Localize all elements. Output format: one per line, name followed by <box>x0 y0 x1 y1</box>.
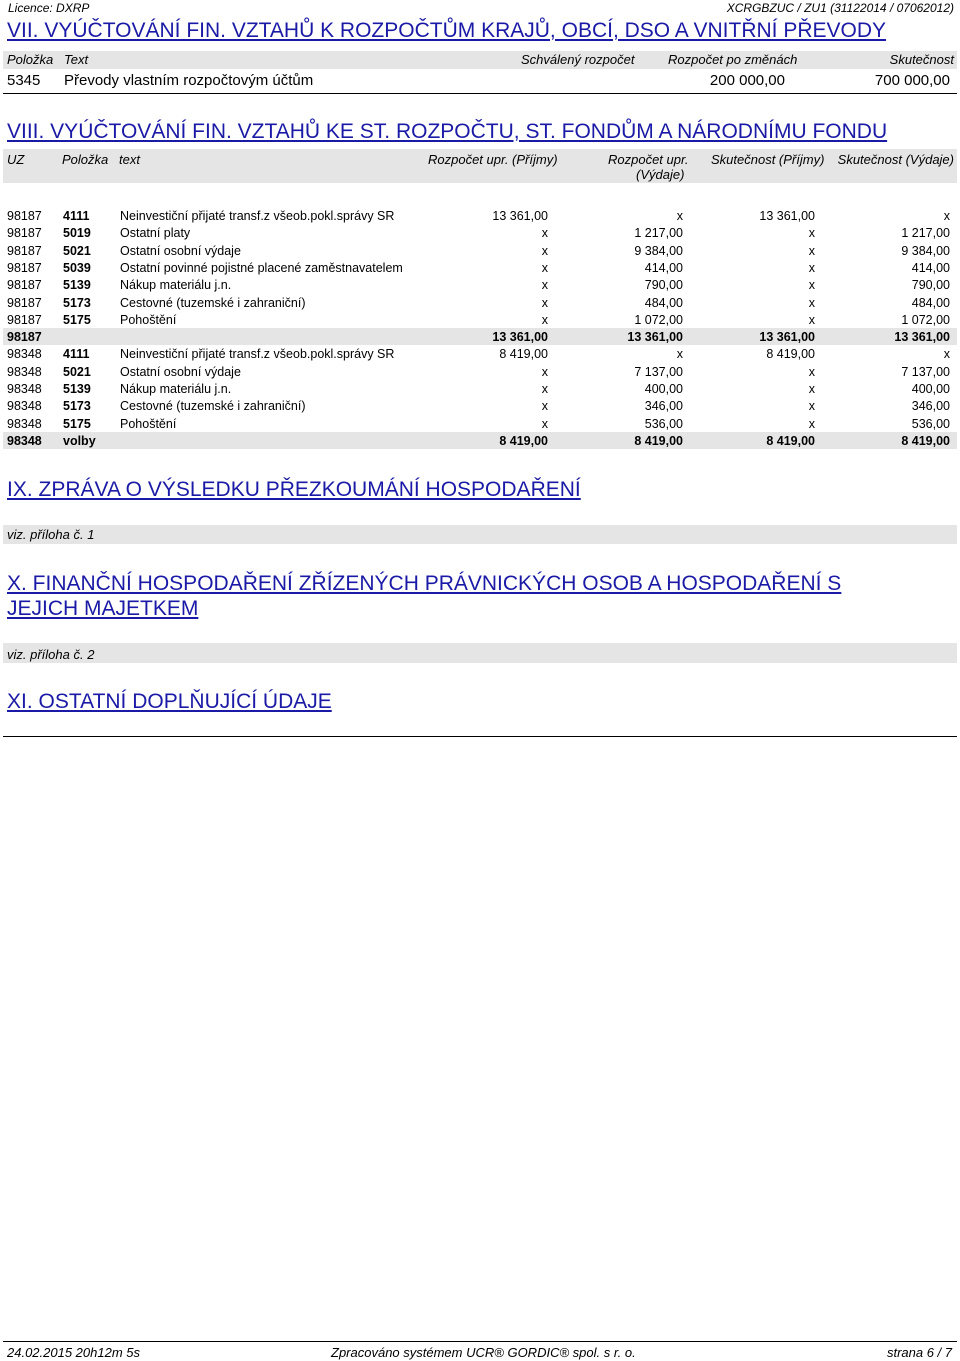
cell-skutecnost-prijmy: x <box>808 278 815 293</box>
col-schvaleny-rozpocet: Schválený rozpočet <box>521 52 635 67</box>
cell-skutecnost-prijmy: 8 419,00 <box>766 433 815 448</box>
document-reference: XCRGBZUC / ZU1 (31122014 / 07062012) <box>726 1 954 15</box>
cell-skutecnost-vydaje: 484,00 <box>911 295 950 310</box>
footer-date: 24.02.2015 20h12m 5s <box>7 1345 140 1360</box>
cell-skutecnost-prijmy: 13 361,00 <box>759 330 815 345</box>
row-skutecnost: 700 000,00 <box>874 72 950 89</box>
row-polozka: 5345 <box>7 72 41 89</box>
cell-skutecnost-vydaje: 9 384,00 <box>901 243 950 258</box>
cell-skutecnost-prijmy: x <box>808 295 815 310</box>
cell-rozpocet-vydaje: 1 217,00 <box>634 226 683 241</box>
cell-rozpocet-prijmy: x <box>541 416 548 431</box>
cell-rozpocet-vydaje: 400,00 <box>644 382 683 396</box>
section-ix-title: IX. ZPRÁVA O VÝSLEDKU PŘEZKOUMÁNÍ HOSPODAŘENÍ <box>7 478 581 501</box>
cell-rozpocet-prijmy: 8 419,00 <box>499 347 548 362</box>
section-ix-note-bar <box>3 525 957 544</box>
cell-text: Nákup materiálu j.n. <box>120 382 232 396</box>
cell-rozpocet-prijmy: x <box>541 382 548 396</box>
cell-polozka: 5019 <box>63 226 91 241</box>
cell-polozka: 5021 <box>63 364 91 379</box>
cell-text: Ostatní platy <box>120 226 191 241</box>
cell-skutecnost-vydaje: 1 072,00 <box>901 312 950 327</box>
cell-uz: 98187 <box>7 209 42 223</box>
cell-uz: 98187 <box>7 260 42 275</box>
cell-skutecnost-prijmy: x <box>808 312 815 327</box>
section-viii-title: VIII. VYÚČTOVÁNÍ FIN. VZTAHŮ KE ST. ROZPOČTU, ST. FONDŮM A NÁRODNÍMU FONDU <box>7 120 888 143</box>
section-xi-title: XI. OSTATNÍ DOPLŇUJÍCÍ ÚDAJE <box>7 690 332 713</box>
cell-uz: 98187 <box>7 295 42 310</box>
cell-rozpocet-vydaje: 7 137,00 <box>634 364 683 379</box>
cell-skutecnost-prijmy: x <box>808 399 815 414</box>
licence-label: Licence: DXRP <box>8 1 90 15</box>
cell-rozpocet-prijmy: x <box>541 312 548 327</box>
cell-polozka: 5175 <box>63 416 91 431</box>
cell-rozpocet-prijmy: 13 361,00 <box>492 209 548 223</box>
cell-skutecnost-vydaje: 7 137,00 <box>901 364 950 379</box>
cell-uz: 98187 <box>7 278 42 293</box>
cell-rozpocet-prijmy: x <box>541 295 548 310</box>
cell-rozpocet-prijmy: 8 419,00 <box>499 433 548 448</box>
footer-page-number: strana 6 / 7 <box>886 1345 952 1360</box>
cell-rozpocet-vydaje: x <box>676 347 683 362</box>
cell-skutecnost-vydaje: 346,00 <box>911 399 950 414</box>
col-rozpocet-prijmy: Rozpočet upr. (Příjmy) <box>428 152 558 167</box>
cell-text: Neinvestiční přijaté transf.z všeob.pokl.správy SR <box>120 347 395 362</box>
cell-skutecnost-vydaje: 790,00 <box>911 278 950 293</box>
col-polozka: Položka <box>62 152 109 167</box>
cell-skutecnost-prijmy: 8 419,00 <box>766 347 815 362</box>
cell-uz: 98348 <box>7 382 42 396</box>
cell-rozpocet-vydaje: 414,00 <box>644 260 683 275</box>
cell-text: Cestovné (tuzemské i zahraniční) <box>120 295 306 310</box>
cell-skutecnost-vydaje: 414,00 <box>911 260 950 275</box>
cell-rozpocet-vydaje: 790,00 <box>644 278 683 293</box>
cell-skutecnost-prijmy: x <box>808 260 815 275</box>
col-rozpocet-vydaje: Rozpočet upr. <box>608 152 689 167</box>
footer-rule <box>3 1341 957 1342</box>
cell-uz: 98348 <box>7 433 42 448</box>
cell-skutecnost-vydaje: x <box>943 209 950 223</box>
cell-text: Ostatní osobní výdaje <box>120 243 241 258</box>
cell-uz: 98187 <box>7 330 42 345</box>
cell-text: Ostatní povinné pojistné placené zaměstnavatelem <box>120 260 403 275</box>
cell-polozka: 5175 <box>63 312 91 327</box>
cell-skutecnost-prijmy: x <box>808 416 815 431</box>
cell-rozpocet-prijmy: x <box>541 399 548 414</box>
col-polozka: Položka <box>7 52 54 67</box>
cell-skutecnost-vydaje: x <box>943 347 950 362</box>
cell-text: Pohoštění <box>120 312 177 327</box>
cell-text: Neinvestiční přijaté transf.z všeob.pokl.správy SR <box>120 209 395 223</box>
row-rozpocet-po-zmenach: 200 000,00 <box>709 72 785 89</box>
cell-rozpocet-prijmy: 13 361,00 <box>492 330 548 345</box>
row-text: Převody vlastním rozpočtovým účtům <box>64 72 314 89</box>
cell-rozpocet-vydaje: 9 384,00 <box>634 243 683 258</box>
cell-rozpocet-prijmy: x <box>541 278 548 293</box>
cell-rozpocet-vydaje: x <box>676 209 683 223</box>
cell-text: Ostatní osobní výdaje <box>120 364 241 379</box>
cell-skutecnost-prijmy: 13 361,00 <box>759 209 815 223</box>
section-x-title-line2: JEJICH MAJETKEM <box>7 597 199 620</box>
section-x-title-line1: X. FINANČNÍ HOSPODAŘENÍ ZŘÍZENÝCH PRÁVNICKÝCH OSOB A HOSPODAŘENÍ S <box>7 572 842 595</box>
cell-text: Nákup materiálu j.n. <box>120 278 232 293</box>
section-vii-title: VII. VYÚČTOVÁNÍ FIN. VZTAHŮ K ROZPOČTŮM KRAJŮ, OBCÍ, DSO A VNITŘNÍ PŘEVODY <box>7 19 887 42</box>
cell-polozka: volby <box>63 433 96 448</box>
footer-system: Zpracováno systémem UCR® GORDIC® spol. s r. o. <box>331 1345 636 1360</box>
cell-rozpocet-vydaje: 346,00 <box>644 399 683 414</box>
cell-uz: 98348 <box>7 399 42 414</box>
section-ix-note: viz. příloha č. 1 <box>7 527 95 542</box>
col-skutecnost-prijmy: Skutečnost (Příjmy) <box>711 152 825 167</box>
cell-rozpocet-vydaje: 536,00 <box>644 416 683 431</box>
cell-rozpocet-vydaje: 484,00 <box>644 295 683 310</box>
cell-skutecnost-vydaje: 1 217,00 <box>901 226 950 241</box>
cell-skutecnost-vydaje: 400,00 <box>911 382 950 396</box>
cell-uz: 98187 <box>7 312 42 327</box>
cell-skutecnost-prijmy: x <box>808 382 815 396</box>
section-x-note-bar <box>3 643 957 663</box>
cell-skutecnost-prijmy: x <box>808 226 815 241</box>
cell-rozpocet-vydaje: 8 419,00 <box>634 433 683 448</box>
cell-polozka: 5173 <box>63 295 91 310</box>
section-x-note: viz. příloha č. 2 <box>7 647 95 662</box>
cell-uz: 98187 <box>7 226 42 241</box>
col-skutecnost-vydaje: Skutečnost (Výdaje) <box>837 152 954 167</box>
cell-polozka: 4111 <box>63 347 90 362</box>
cell-skutecnost-vydaje: 536,00 <box>911 416 950 431</box>
col-text: text <box>119 152 140 167</box>
cell-skutecnost-prijmy: x <box>808 364 815 379</box>
cell-rozpocet-prijmy: x <box>541 364 548 379</box>
cell-uz: 98348 <box>7 364 42 379</box>
cell-rozpocet-prijmy: x <box>541 243 548 258</box>
section-vii-rule <box>3 93 957 94</box>
col-uz: UZ <box>7 152 25 167</box>
col-rozpocet-po-zmenach: Rozpočet po změnách <box>668 52 798 67</box>
cell-rozpocet-vydaje: 13 361,00 <box>627 330 683 345</box>
cell-polozka: 5139 <box>63 382 91 396</box>
cell-polozka: 5039 <box>63 260 91 275</box>
cell-rozpocet-prijmy: x <box>541 226 548 241</box>
cell-uz: 98348 <box>7 416 42 431</box>
cell-rozpocet-prijmy: x <box>541 260 548 275</box>
col-text: Text <box>64 52 89 67</box>
cell-polozka: 4111 <box>63 209 90 223</box>
section-vii-header-bar <box>3 51 957 69</box>
cell-rozpocet-vydaje: 1 072,00 <box>634 312 683 327</box>
col-skutecnost: Skutečnost <box>889 52 954 67</box>
cell-skutecnost-vydaje: 13 361,00 <box>894 330 950 345</box>
section-xi-rule <box>3 736 957 737</box>
cell-polozka: 5021 <box>63 243 91 258</box>
page-header <box>0 0 960 16</box>
cell-text: Cestovné (tuzemské i zahraniční) <box>120 399 306 414</box>
col-rozpocet-vydaje-line2: (Výdaje) <box>636 167 685 182</box>
cell-skutecnost-vydaje: 8 419,00 <box>901 433 950 448</box>
cell-polozka: 5173 <box>63 399 91 414</box>
cell-polozka: 5139 <box>63 278 91 293</box>
cell-text: Pohoštění <box>120 416 177 431</box>
cell-uz: 98187 <box>7 243 42 258</box>
cell-uz: 98348 <box>7 347 42 362</box>
cell-skutecnost-prijmy: x <box>808 243 815 258</box>
